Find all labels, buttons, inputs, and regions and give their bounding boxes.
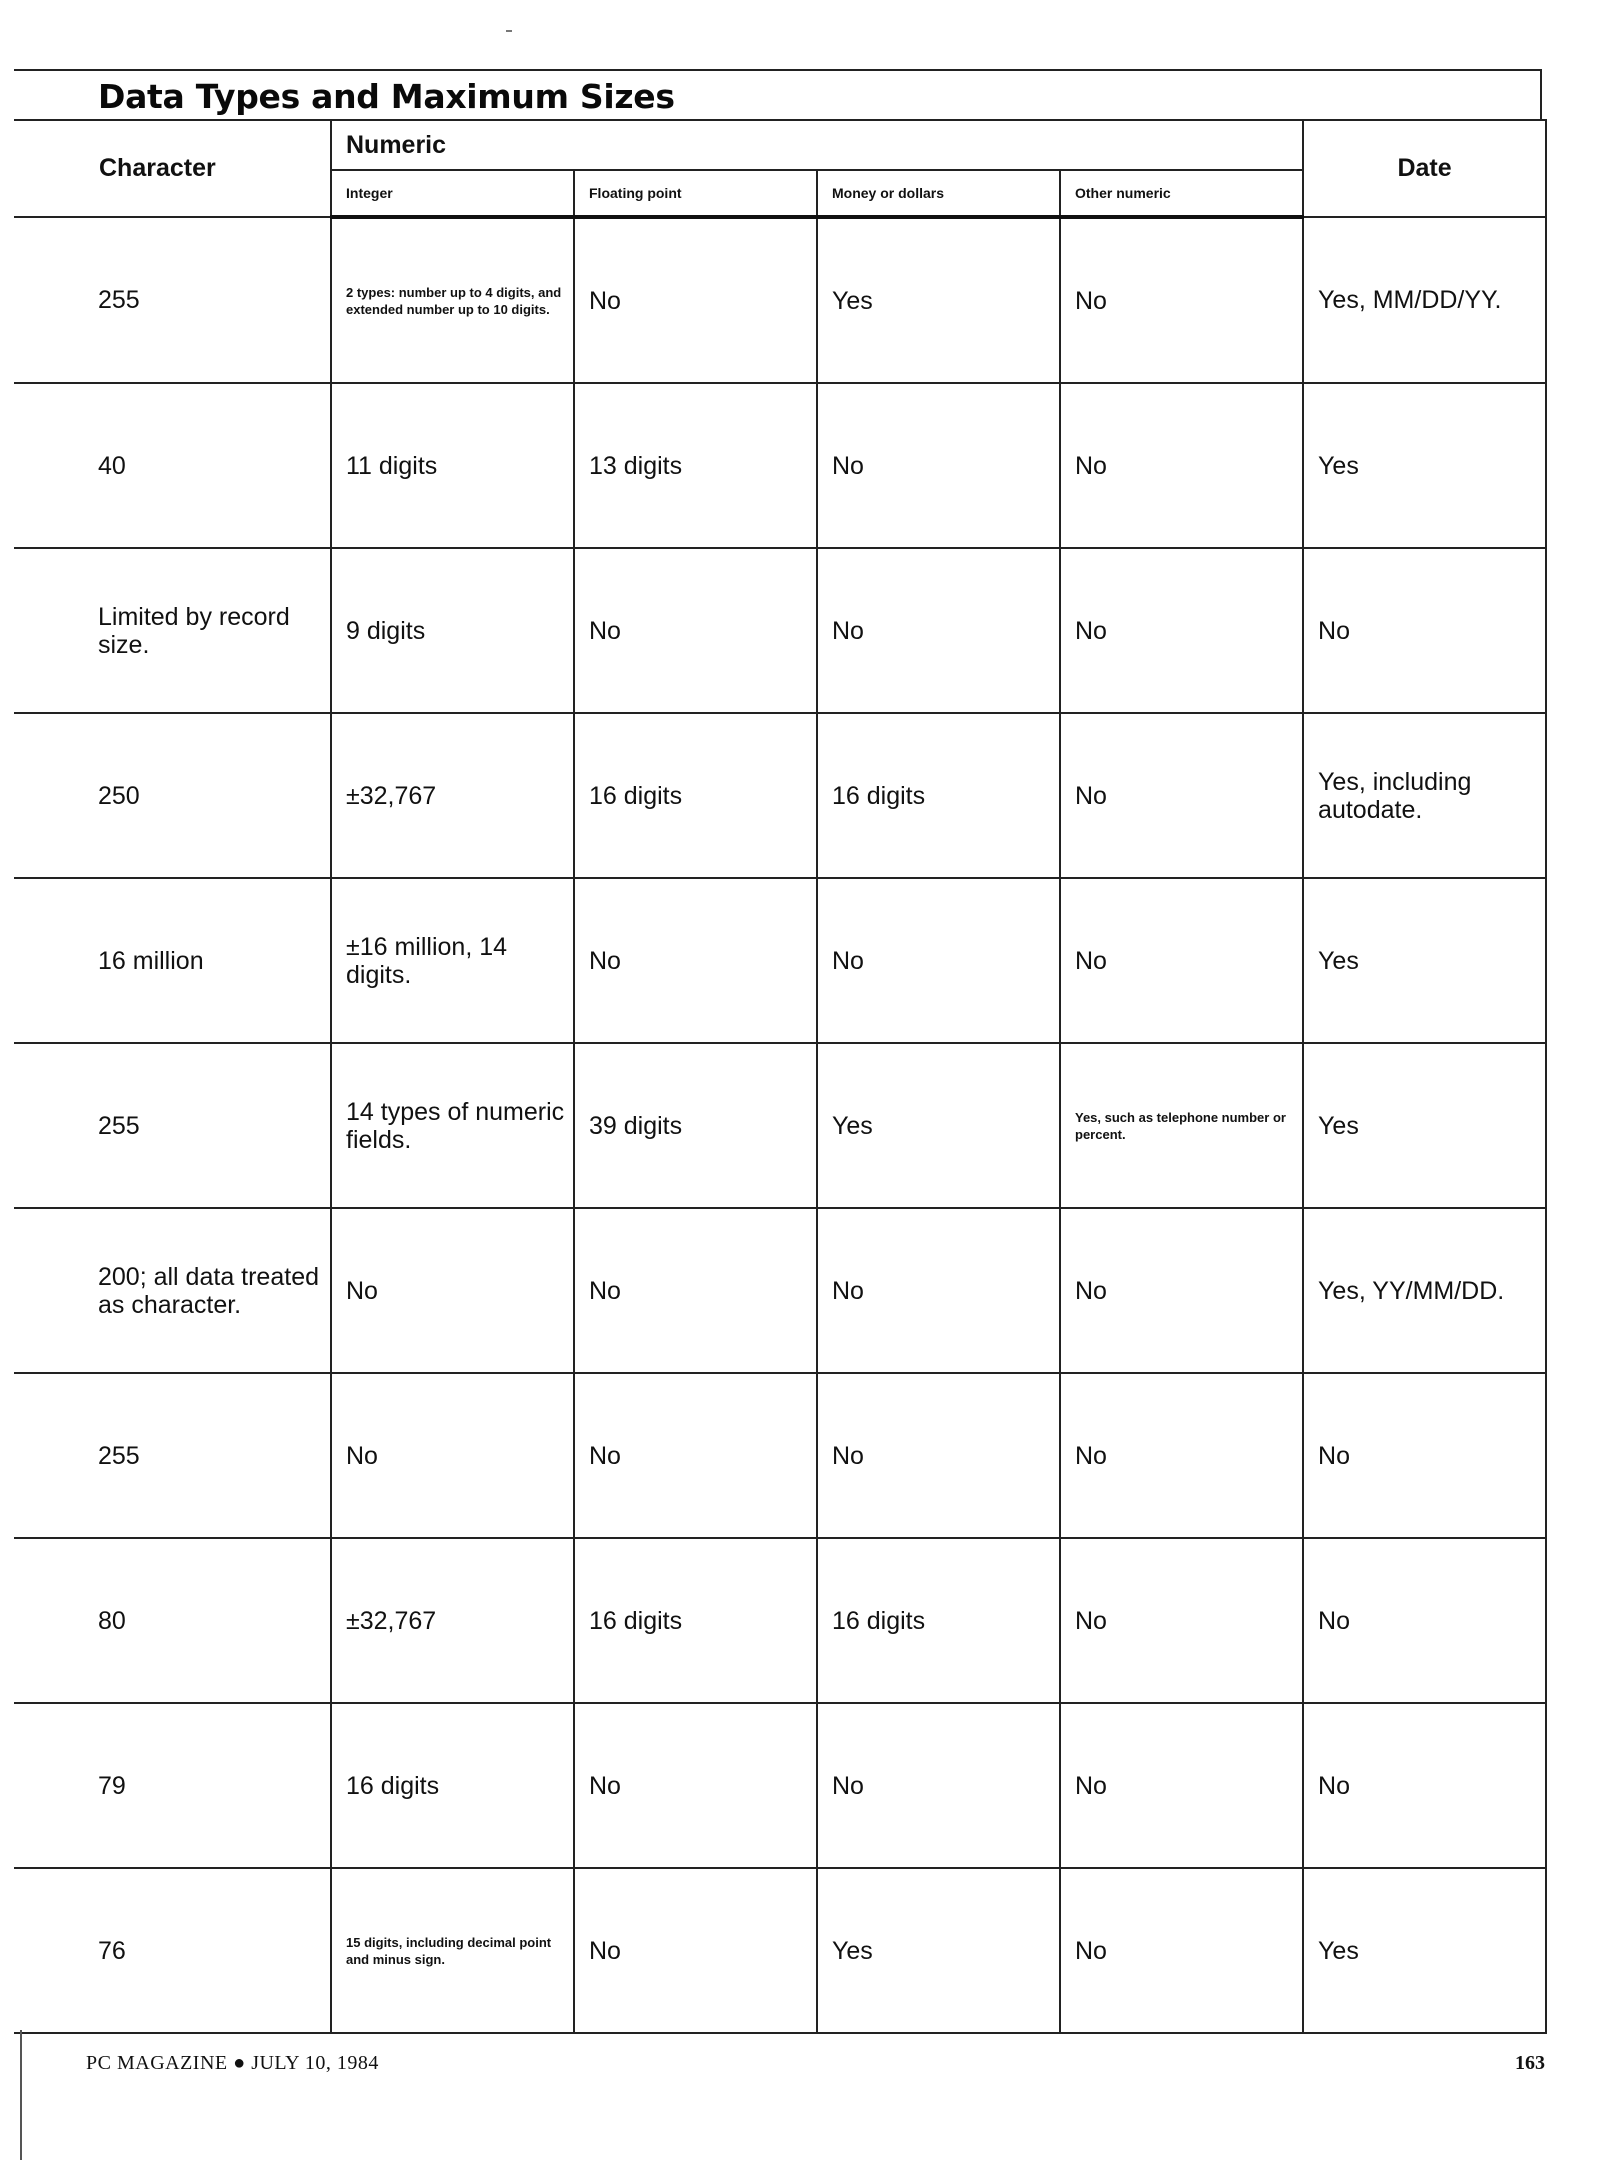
table-row xyxy=(14,713,1546,878)
cell-date: Yes xyxy=(1303,878,1546,1043)
cell-date: No xyxy=(1303,1538,1546,1703)
cell-integer: 9 digits xyxy=(331,548,574,713)
table-row xyxy=(14,1043,1546,1208)
header-numeric: Numeric xyxy=(331,120,1303,170)
cell-floating-point: No xyxy=(574,878,817,1043)
cell-character: 40 xyxy=(14,383,331,548)
cell-integer: 14 types of numeric fields. xyxy=(331,1043,574,1208)
cell-money: 16 digits xyxy=(817,713,1060,878)
cell-money: No xyxy=(817,1208,1060,1373)
cell-date: Yes xyxy=(1303,1043,1546,1208)
cell-date: Yes, MM/DD/YY. xyxy=(1303,217,1546,383)
header-money: Money or dollars xyxy=(817,170,1060,217)
cell-money: Yes xyxy=(817,1043,1060,1208)
footer-publication: PC MAGAZINE ● JULY 10, 1984 xyxy=(86,2052,379,2074)
cell-money: Yes xyxy=(817,217,1060,383)
header-floating-point: Floating point xyxy=(574,170,817,217)
table-row xyxy=(14,1208,1546,1373)
header-character: Character xyxy=(14,120,331,217)
table-body xyxy=(14,217,1546,2033)
header-date: Date xyxy=(1303,120,1546,217)
cell-floating-point: 13 digits xyxy=(574,383,817,548)
table-row xyxy=(14,1868,1546,2033)
cell-integer: 16 digits xyxy=(331,1703,574,1868)
cell-date: Yes xyxy=(1303,1868,1546,2033)
cell-integer: ±16 million, 14 digits. xyxy=(331,878,574,1043)
cell-integer: ±32,767 xyxy=(331,713,574,878)
cell-character: 250 xyxy=(14,713,331,878)
cell-floating-point: 39 digits xyxy=(574,1043,817,1208)
cell-character: 76 xyxy=(14,1868,331,2033)
cell-other-numeric: No xyxy=(1060,217,1303,383)
header-integer: Integer xyxy=(331,170,574,217)
table-row xyxy=(14,548,1546,713)
cell-floating-point: No xyxy=(574,1703,817,1868)
cell-character: 255 xyxy=(14,1043,331,1208)
cell-other-numeric: Yes, such as telephone number or percent. xyxy=(1060,1043,1303,1208)
header-row xyxy=(14,120,1546,170)
cell-date: No xyxy=(1303,1703,1546,1868)
cell-money: No xyxy=(817,878,1060,1043)
cell-date: Yes, YY/MM/DD. xyxy=(1303,1208,1546,1373)
cell-other-numeric: No xyxy=(1060,878,1303,1043)
cell-character: 200; all data treated as character. xyxy=(14,1208,331,1373)
cell-character: 79 xyxy=(14,1703,331,1868)
cell-floating-point: No xyxy=(574,548,817,713)
data-types-table xyxy=(14,119,1547,2034)
cell-other-numeric: No xyxy=(1060,713,1303,878)
cell-date: Yes, including autodate. xyxy=(1303,713,1546,878)
cell-integer: No xyxy=(331,1373,574,1538)
cell-other-numeric: No xyxy=(1060,548,1303,713)
header-other-numeric: Other numeric xyxy=(1060,170,1303,217)
cell-money: No xyxy=(817,383,1060,548)
cell-other-numeric: No xyxy=(1060,1208,1303,1373)
cell-floating-point: No xyxy=(574,1373,817,1538)
cell-integer: 2 types: number up to 4 digits, and extended number up to 10 digits. xyxy=(331,217,574,383)
cell-character: Limited by record size. xyxy=(14,548,331,713)
table-row xyxy=(14,1703,1546,1868)
cell-floating-point: 16 digits xyxy=(574,713,817,878)
cell-character: 255 xyxy=(14,217,331,383)
table-row xyxy=(14,217,1546,383)
cell-integer: ±32,767 xyxy=(331,1538,574,1703)
table-title: Data Types and Maximum Sizes xyxy=(98,77,675,116)
cell-other-numeric: No xyxy=(1060,1373,1303,1538)
cell-integer: No xyxy=(331,1208,574,1373)
cell-other-numeric: No xyxy=(1060,1538,1303,1703)
cell-money: Yes xyxy=(817,1868,1060,2033)
cell-money: 16 digits xyxy=(817,1538,1060,1703)
cell-money: No xyxy=(817,1373,1060,1538)
cell-character: 255 xyxy=(14,1373,331,1538)
cell-money: No xyxy=(817,1703,1060,1868)
table-row xyxy=(14,1538,1546,1703)
margin-rule xyxy=(20,2030,22,2160)
cell-floating-point: No xyxy=(574,217,817,383)
cell-other-numeric: No xyxy=(1060,1868,1303,2033)
cell-floating-point: 16 digits xyxy=(574,1538,817,1703)
cell-floating-point: No xyxy=(574,1868,817,2033)
cell-date: Yes xyxy=(1303,383,1546,548)
table-row xyxy=(14,383,1546,548)
footer-page-number: 163 xyxy=(1515,2052,1545,2074)
stray-ink-mark xyxy=(506,30,512,32)
cell-integer: 11 digits xyxy=(331,383,574,548)
cell-money: No xyxy=(817,548,1060,713)
table-row xyxy=(14,878,1546,1043)
cell-floating-point: No xyxy=(574,1208,817,1373)
cell-character: 80 xyxy=(14,1538,331,1703)
table-row xyxy=(14,1373,1546,1538)
cell-character: 16 million xyxy=(14,878,331,1043)
cell-other-numeric: No xyxy=(1060,383,1303,548)
cell-date: No xyxy=(1303,548,1546,713)
cell-integer: 15 digits, including decimal point and minus sign. xyxy=(331,1868,574,2033)
cell-date: No xyxy=(1303,1373,1546,1538)
title-box xyxy=(14,69,1542,119)
cell-other-numeric: No xyxy=(1060,1703,1303,1868)
